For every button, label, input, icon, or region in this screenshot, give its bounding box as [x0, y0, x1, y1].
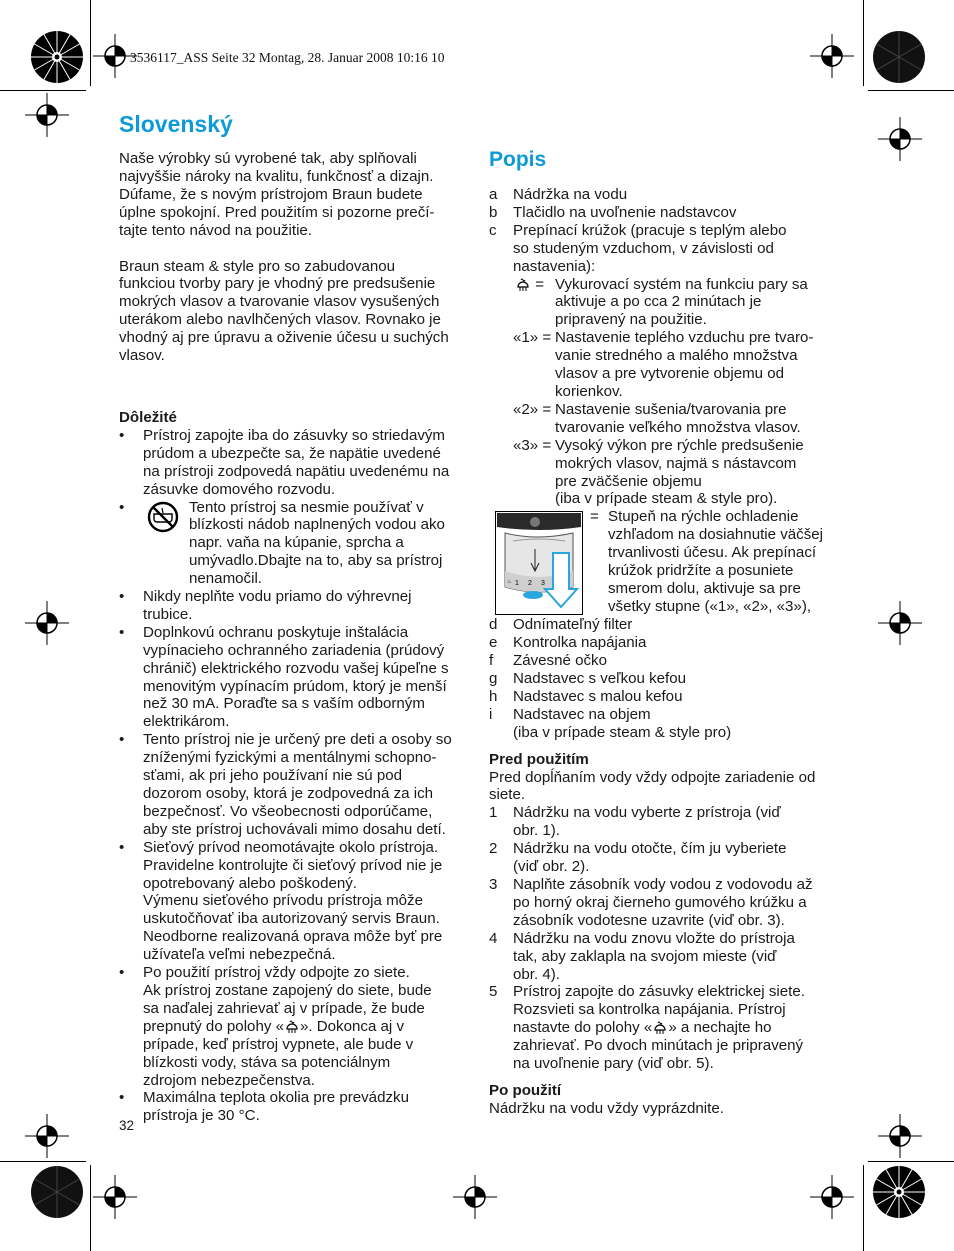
text-line: Nastavenie teplého vzduchu pre tvaro-	[555, 329, 814, 347]
text-line: blízkosti nádob naplnených vodou ako	[189, 516, 445, 534]
text-line: Pred dopĺňaním vody vždy odpojte zariadenie od	[489, 768, 816, 786]
text-line: prúdom a ubezpečte sa, že napätie uvedené	[143, 444, 441, 462]
steam-icon	[652, 1020, 668, 1035]
text-line: zdrojom nebezpečenstva.	[143, 1071, 316, 1089]
text-line: blízkosti vody, stáva sa potenciálnym	[143, 1053, 391, 1071]
product-paragraph	[119, 258, 469, 365]
important-heading: Dôležité	[119, 408, 177, 426]
text-line: Nádržku na vodu otočte, čím ju vyberiete	[513, 840, 787, 858]
text-line: » a nechajte ho	[668, 1019, 772, 1037]
switch-ring-illustration	[495, 511, 583, 615]
part-item	[489, 688, 839, 706]
text-line: bezpečnosť. Vo všeobecnosti odporúčame,	[143, 802, 433, 820]
text-line: Prístroj zapojte do zásuvky elektrickej siete.	[513, 983, 805, 1001]
part-text: Odnímateľný filter	[513, 616, 633, 634]
text-line: Vykurovací systém na funkciu pary sa	[555, 275, 808, 293]
part-item	[489, 706, 839, 742]
text-line: Prístroj zapojte iba do zásuvky so striedavým	[143, 426, 446, 444]
text-line: než 30 mA. Poraďte sa s vaším odborným	[143, 695, 425, 713]
equals-sign: =	[590, 508, 599, 526]
ring-number: 1	[515, 580, 519, 588]
warning-item	[119, 839, 469, 964]
text-line: Prepínací krúžok (pracuje s teplým alebo	[513, 221, 787, 239]
bullet: •	[119, 964, 125, 982]
page-number: 32	[119, 1118, 135, 1133]
text-line: elektrikárom.	[143, 713, 230, 731]
text-line: napr. vaňa na kúpanie, sprcha a	[189, 534, 404, 552]
text-line: dozorom osoby, ktorá je zodpovedná za ich	[143, 785, 434, 802]
parts-list	[489, 186, 839, 742]
text-line: Maximálna teplota okolia pre prevádzku	[143, 1089, 409, 1107]
crop-line	[868, 90, 954, 91]
text-line: Nastavenie sušenia/tvarovania pre	[555, 400, 787, 418]
part-item	[489, 222, 839, 276]
part-label: d	[489, 616, 498, 634]
text-line: úplne spokojní. Pred použitím si pozorne prečí-	[119, 203, 435, 221]
warning-item	[119, 731, 469, 838]
part-text: Nadstavec s veľkou kefou	[513, 670, 687, 688]
registration-mark-icon	[453, 1175, 497, 1219]
text-line: pre zväčšenie objemu	[555, 472, 702, 490]
part-text: Kontrolka napájania	[513, 634, 647, 652]
text-line: Pravidelne kontrolujte či sieťový prívod nie je	[143, 856, 443, 874]
text-line: vhodný aj pre úpravu a oživenie účesu u suchých	[119, 329, 449, 347]
svg-text:♨: ♨	[507, 579, 512, 586]
text-line: vypínacieho ochranného zariadenia (prúdový	[143, 641, 445, 659]
no-water-warning-icon	[143, 501, 183, 533]
part-label: b	[489, 203, 498, 221]
part-item	[489, 652, 839, 670]
text-line: obr. 1).	[513, 822, 560, 840]
text-line: funkciou tvorby pary je vhodný pre predsušenie	[119, 275, 436, 293]
part-label: a	[489, 186, 498, 203]
part-label: g	[489, 670, 498, 688]
crop-line	[90, 0, 91, 86]
text-line: vzhľadom na dosiahnutie väčšej	[608, 526, 824, 544]
step-item	[489, 983, 839, 1073]
warning-item	[119, 499, 469, 589]
text-line: smerom dolu, aktivuje sa pre	[608, 579, 801, 597]
part-text: Nadstavec s malou kefou	[513, 687, 683, 705]
step-item	[489, 840, 839, 876]
text-line: po horný okraj čierneho gumového krúžku a	[513, 893, 807, 911]
part-label: f	[489, 652, 494, 670]
text-line: trubice.	[143, 605, 193, 623]
part-label: c	[489, 221, 497, 239]
warning-item	[119, 964, 469, 1089]
setting-key: «2» =	[513, 400, 552, 418]
part-item	[489, 186, 839, 204]
part-text: Závesné očko	[513, 652, 607, 670]
text-line: Výmenu sieťového prívodu prístroja môže	[143, 892, 424, 910]
step-number: 5	[489, 983, 498, 1001]
text-line: Dúfame, že s novým prístrojom Braun budete	[119, 185, 423, 203]
text-line: Po použití prístroj vždy odpojte zo siete.	[143, 964, 410, 982]
text-line: Ak prístroj zostane zapojený do siete, bude	[143, 981, 432, 999]
text-line: vlasov a pre vytvorenie objemu od	[555, 365, 785, 383]
text-line: nenamočil.	[189, 570, 262, 588]
text-line: Nikdy neplňte vodu priamo do výhrevnej	[143, 588, 412, 606]
text-line: opotrebovaný alebo poškodený.	[143, 874, 357, 892]
text-line: trvanlivosti účesu. Ak prepínací	[608, 544, 817, 562]
ring-number: 3	[541, 580, 545, 588]
text-line: nastavenia):	[513, 257, 596, 275]
text-line: ». Dokonca aj v	[299, 1017, 405, 1035]
warning-item	[119, 1089, 469, 1125]
after-use-text: Nádržku na vodu vždy vyprázdnite.	[489, 1099, 724, 1117]
part-text: Tlačidlo na uvoľnenie nadstavcov	[513, 203, 737, 221]
starburst-mark-icon	[872, 30, 926, 84]
starburst-mark-icon	[872, 1165, 926, 1219]
text-line: na prístroji zodpovedá napätiu uvedenému na	[143, 462, 450, 480]
section-heading-popis: Popis	[489, 148, 547, 171]
text-line: Stupeň na rýchle ochladenie	[608, 508, 799, 526]
step-number: 2	[489, 840, 498, 858]
registration-mark-icon	[878, 1114, 922, 1158]
bullet: •	[119, 498, 125, 516]
intro-paragraph	[119, 150, 469, 240]
text-line: na uvoľnenie pary (viď obr. 5).	[513, 1055, 714, 1073]
text-line: najvyššie nároky na kvalitu, funkčnosť a dizajn.	[119, 167, 434, 185]
text-line: (viď obr. 2).	[513, 858, 590, 876]
registration-mark-icon	[25, 1114, 69, 1158]
text-line: Neodborne realizovaná oprava môže byť pre	[143, 928, 443, 946]
text-line: Naplňte zásobník vody vodou z vodovodu až	[513, 876, 813, 893]
text-line: aby ste prístroj uchovávali mimo dosahu detí.	[143, 820, 446, 838]
text-line: vlasov.	[119, 347, 165, 365]
text-line: aktivuje a po cca 2 minútach je	[555, 293, 762, 311]
step-number: 4	[489, 929, 498, 947]
text-line: sťami, ak pri jeho používaní nie sú pod	[143, 767, 403, 785]
after-use-heading: Po použití	[489, 1081, 562, 1099]
text-line: vanie stredného a malého množstva	[555, 347, 798, 365]
registration-mark-icon	[93, 1175, 137, 1219]
text-line: krúžok pridržíte a posuniete	[608, 562, 794, 580]
part-item	[489, 616, 839, 634]
text-line: (iba v prípade steam & style pro)	[513, 723, 732, 741]
setting-1	[489, 329, 839, 401]
text-line: menovitým vypínacím prúdom, ktorý je menší	[143, 677, 447, 695]
text-line: Naše výrobky sú vyrobené tak, aby splňovali	[119, 150, 417, 167]
text-line: Nádržku na vodu znovu vložte do prístroja	[513, 929, 795, 947]
registration-mark-icon	[810, 34, 854, 78]
starburst-mark-icon	[30, 30, 84, 84]
steam-icon	[515, 277, 531, 292]
text-line: zníženými fyzickými a mentálnymi schopno-	[143, 749, 437, 767]
text-line: Doplnkovú ochranu poskytuje inštalácia	[143, 623, 409, 641]
text-line: chránič) elektrického rozvodu vašej kúpeľne s	[143, 659, 449, 677]
text-line: prípade, keď prístroj vypnete, ale bude v	[143, 1035, 414, 1053]
part-item	[489, 634, 839, 652]
crop-line	[0, 90, 86, 91]
crop-line	[868, 1161, 954, 1162]
warning-item	[119, 588, 469, 624]
text-line: obr. 4).	[513, 965, 560, 983]
text-line: prístroja je 30 °C.	[143, 1107, 260, 1125]
crop-line	[863, 0, 864, 86]
print-slug: 3536117_ASS Seite 32 Montag, 28. Januar 2008 10:16 10	[130, 50, 445, 65]
registration-mark-icon	[25, 93, 69, 137]
equals-sign: =	[535, 275, 545, 293]
text-line: Rozsvieti sa kontrolka napájania. Prístroj	[513, 1001, 786, 1019]
registration-mark-icon	[810, 1175, 854, 1219]
text-line: Tento prístroj nie je určený pre deti a osoby so	[143, 731, 452, 749]
setting-key: «3» =	[513, 436, 552, 454]
text-line: Nádržku na vodu vyberte z prístroja (viď	[513, 804, 781, 822]
text-line: (iba v prípade steam & style pro).	[555, 490, 778, 508]
text-line: uskutočňovať iba autorizovaný servis Braun.	[143, 910, 440, 928]
step-number: 3	[489, 876, 498, 893]
bullet: •	[119, 731, 125, 749]
bullet: •	[119, 1089, 125, 1107]
text-line: so studeným vzduchom, v závislosti od	[513, 239, 774, 257]
text-line: tvarovanie veľkého množstva vlasov.	[555, 418, 801, 436]
setting-3	[489, 437, 839, 509]
crop-line	[90, 1165, 91, 1251]
text-line: umývadlo.Dbajte na to, aby sa prístroj	[189, 552, 443, 570]
page-title: Slovenský	[119, 111, 233, 137]
text-line: Tento prístroj sa nesmie používať v	[189, 498, 424, 516]
registration-mark-icon	[878, 601, 922, 645]
text-line: zahrievať. Po dvoch minútach je pripravený	[513, 1037, 804, 1055]
steps-list	[489, 804, 839, 1073]
crop-line	[863, 1165, 864, 1251]
text-line: tajte tento návod na použitie.	[119, 221, 313, 239]
step-item	[489, 930, 839, 984]
text-line: všetky stupne («1», «2», «3»),	[608, 597, 812, 615]
part-label: e	[489, 634, 498, 652]
part-item	[489, 204, 839, 222]
pre-use-intro	[489, 769, 839, 805]
part-item	[489, 670, 839, 688]
step-number: 1	[489, 804, 498, 822]
text-line: tak, aby zaklapla na svojom mieste (viď	[513, 947, 777, 965]
bullet: •	[119, 623, 125, 641]
step-item	[489, 876, 839, 930]
text-line: Braun steam & style pro so zabudovanou	[119, 257, 396, 275]
text-line: Nadstavec na objem	[513, 705, 651, 723]
text-line: mokrých vlasov, najmä s nástavcom	[555, 454, 797, 472]
text-line: sa naďalej zahrievať aj v prípade, že bude	[143, 999, 425, 1017]
bullet: •	[119, 838, 125, 856]
ring-number: 2	[528, 580, 532, 588]
setting-2	[489, 401, 839, 437]
text-line: Sieťový prívod neomotávajte okolo prístroja.	[143, 838, 439, 856]
part-label: i	[489, 705, 493, 723]
text-line: užívateľa veľmi nebezpečná.	[143, 946, 336, 964]
step-item	[489, 804, 839, 840]
right-column	[489, 148, 839, 1118]
text-line: uterákom alebo navlhčených vlasov. Rovnako je	[119, 311, 441, 329]
text-line: korienkov.	[555, 382, 623, 400]
left-column	[119, 150, 469, 1125]
part-label: h	[489, 687, 498, 705]
text-line: pripravený na použitie.	[555, 311, 707, 329]
steam-setting	[489, 276, 839, 330]
text-line: zásobník vodotesne uzavrite (viď obr. 3).	[513, 911, 785, 929]
bullet: •	[119, 426, 125, 444]
text-line: mokrých vlasov a tvarovanie vlasov vysušených	[119, 293, 440, 311]
bullet: •	[119, 588, 125, 606]
warning-item	[119, 427, 469, 499]
text-line: zásuvke domového rozvodu.	[143, 480, 336, 498]
cool-shot-setting	[489, 508, 839, 616]
registration-mark-icon	[878, 117, 922, 161]
steam-icon	[284, 1019, 300, 1034]
crop-line	[0, 1161, 86, 1162]
starburst-mark-icon	[30, 1165, 84, 1219]
registration-mark-icon	[25, 601, 69, 645]
setting-key: «1» =	[513, 329, 552, 347]
cool-shot-text	[608, 508, 848, 615]
warning-item	[119, 624, 469, 731]
text-line: siete.	[489, 786, 526, 804]
text-line: prepnutý do polohy «	[143, 1017, 284, 1035]
part-text: Nádržka na vodu	[513, 186, 628, 203]
setting-key	[515, 276, 544, 294]
text-line: nastavte do polohy «	[513, 1019, 653, 1037]
text-line: Vysoký výkon pre rýchle predsušenie	[555, 436, 804, 454]
pre-use-heading: Pred použitím	[489, 750, 589, 768]
